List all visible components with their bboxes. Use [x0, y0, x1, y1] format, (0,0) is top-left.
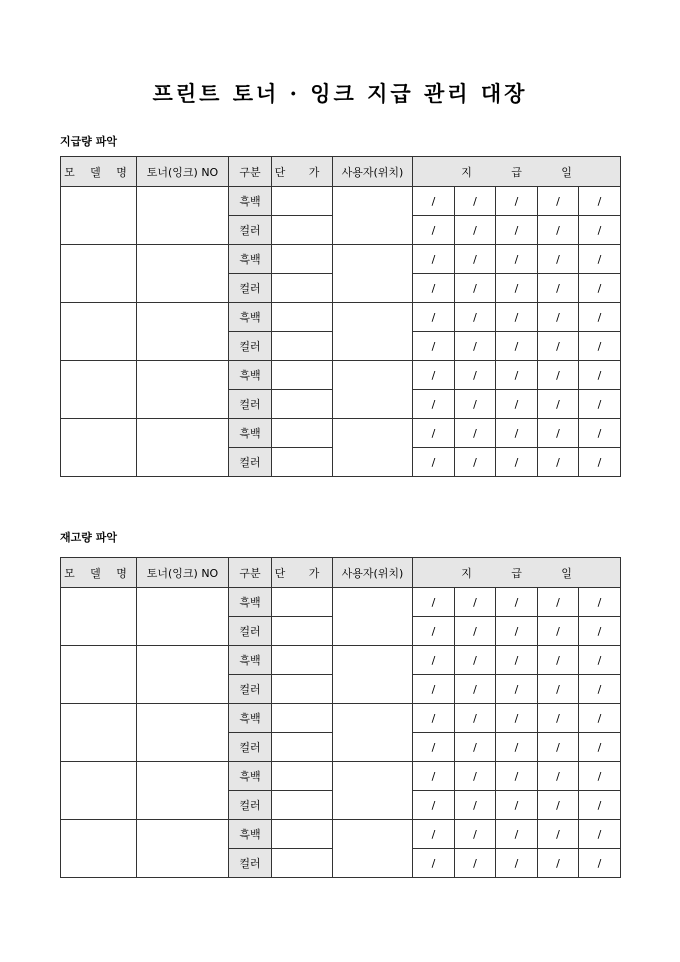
- unit-price-header: 단 가: [272, 157, 333, 187]
- category-cell: 흑백: [229, 187, 272, 216]
- issue-date-cell[interactable]: /: [455, 733, 496, 762]
- issue-date-cell[interactable]: /: [496, 361, 538, 390]
- issue-date-cell[interactable]: /: [538, 675, 579, 704]
- issue-date-cell[interactable]: /: [413, 733, 455, 762]
- table-row: [61, 820, 621, 849]
- issue-date-cell[interactable]: /: [579, 646, 621, 675]
- issue-date-cell[interactable]: /: [413, 361, 455, 390]
- unit-price-cell[interactable]: [272, 588, 333, 617]
- unit-price-cell[interactable]: [272, 791, 333, 820]
- issue-date-cell[interactable]: /: [455, 216, 496, 245]
- unit-price-cell[interactable]: [272, 762, 333, 791]
- user-location-header: 사용자(위치): [333, 157, 413, 187]
- issue-date-cell[interactable]: /: [538, 361, 579, 390]
- issue-date-cell[interactable]: /: [538, 303, 579, 332]
- model-cell[interactable]: [61, 361, 137, 419]
- issue-date-header-char: 일: [561, 165, 572, 179]
- issue-date-cell[interactable]: /: [496, 733, 538, 762]
- issue-date-cell[interactable]: /: [455, 245, 496, 274]
- unit-price-header: 단 가: [272, 558, 333, 588]
- stock-ledger-table: [60, 557, 621, 878]
- table-row: [61, 704, 621, 733]
- table-row: [61, 361, 621, 390]
- unit-price-cell[interactable]: [272, 187, 333, 216]
- category-cell: 흑백: [229, 419, 272, 448]
- issue-date-cell[interactable]: /: [413, 617, 455, 646]
- issue-date-cell[interactable]: /: [496, 448, 538, 477]
- issue-date-header-char: 지: [461, 566, 472, 580]
- issue-date-cell[interactable]: /: [455, 791, 496, 820]
- toner-no-header: 토너(잉크) NO: [137, 558, 229, 588]
- issue-date-cell[interactable]: /: [413, 849, 455, 878]
- category-cell: 흑백: [229, 646, 272, 675]
- issue-date-cell[interactable]: /: [579, 820, 621, 849]
- issue-date-cell[interactable]: /: [579, 390, 621, 419]
- unit-price-cell[interactable]: [272, 245, 333, 274]
- issue-date-cell[interactable]: /: [579, 617, 621, 646]
- issue-date-cell[interactable]: /: [579, 733, 621, 762]
- unit-price-cell[interactable]: [272, 448, 333, 477]
- issue-date-cell[interactable]: /: [579, 303, 621, 332]
- toner-no-header: 토너(잉크) NO: [137, 157, 229, 187]
- issue-date-cell[interactable]: /: [538, 646, 579, 675]
- section-label-stock: 재고량 파악: [60, 531, 117, 544]
- category-cell: 흑백: [229, 762, 272, 791]
- issue-date-cell[interactable]: /: [496, 617, 538, 646]
- category-cell: 흑백: [229, 820, 272, 849]
- table-row: [61, 303, 621, 332]
- toner-no-cell[interactable]: [137, 187, 229, 245]
- model-cell[interactable]: [61, 245, 137, 303]
- toner-no-cell[interactable]: [137, 588, 229, 646]
- issue-date-cell[interactable]: /: [538, 419, 579, 448]
- unit-price-cell[interactable]: [272, 303, 333, 332]
- unit-price-cell[interactable]: [272, 849, 333, 878]
- issue-date-cell[interactable]: /: [413, 762, 455, 791]
- issue-date-cell[interactable]: /: [579, 332, 621, 361]
- issue-date-cell[interactable]: /: [413, 588, 455, 617]
- issue-date-cell[interactable]: /: [496, 588, 538, 617]
- category-cell: 흑백: [229, 704, 272, 733]
- category-cell: 컬러: [229, 332, 272, 361]
- issue-date-cell[interactable]: /: [579, 675, 621, 704]
- issue-date-cell[interactable]: /: [413, 791, 455, 820]
- user-location-cell[interactable]: [333, 361, 413, 419]
- issue-date-header: [413, 558, 621, 588]
- toner-no-cell[interactable]: [137, 762, 229, 820]
- user-location-cell[interactable]: [333, 646, 413, 704]
- unit-price-cell[interactable]: [272, 390, 333, 419]
- category-header: 구분: [229, 558, 272, 588]
- unit-price-cell[interactable]: [272, 820, 333, 849]
- issue-date-cell[interactable]: /: [413, 704, 455, 733]
- issue-date-cell[interactable]: /: [413, 303, 455, 332]
- issue-date-cell[interactable]: /: [579, 762, 621, 791]
- user-location-cell[interactable]: [333, 704, 413, 762]
- issue-date-cell[interactable]: /: [455, 303, 496, 332]
- category-cell: 컬러: [229, 791, 272, 820]
- category-cell: 컬러: [229, 675, 272, 704]
- user-location-cell[interactable]: [333, 762, 413, 820]
- model-cell[interactable]: [61, 820, 137, 878]
- issue-date-cell[interactable]: /: [579, 361, 621, 390]
- issue-date-cell[interactable]: /: [496, 849, 538, 878]
- issue-date-cell[interactable]: /: [579, 274, 621, 303]
- issue-date-cell[interactable]: /: [455, 704, 496, 733]
- unit-price-cell[interactable]: [272, 332, 333, 361]
- issue-date-cell[interactable]: /: [496, 187, 538, 216]
- issue-date-cell[interactable]: /: [496, 646, 538, 675]
- header-row: [61, 558, 621, 588]
- issue-date-cell[interactable]: /: [496, 704, 538, 733]
- issue-date-cell[interactable]: /: [538, 704, 579, 733]
- category-header: 구분: [229, 157, 272, 187]
- issue-date-cell[interactable]: /: [455, 361, 496, 390]
- category-cell: 컬러: [229, 390, 272, 419]
- category-cell: 흑백: [229, 588, 272, 617]
- table-row: [61, 187, 621, 216]
- issue-date-cell[interactable]: /: [496, 820, 538, 849]
- issue-date-header-char: 급: [511, 566, 522, 580]
- model-header: 모 델 명: [61, 157, 137, 187]
- model-cell[interactable]: [61, 762, 137, 820]
- issue-date-cell[interactable]: /: [538, 588, 579, 617]
- section-label-supply: 지급량 파악: [60, 135, 117, 148]
- issue-date-header: [413, 157, 621, 187]
- table-row: [61, 646, 621, 675]
- unit-price-cell[interactable]: [272, 361, 333, 390]
- unit-price-cell[interactable]: [272, 733, 333, 762]
- user-location-cell[interactable]: [333, 588, 413, 646]
- issue-date-cell[interactable]: /: [538, 849, 579, 878]
- model-cell[interactable]: [61, 646, 137, 704]
- issue-date-cell[interactable]: /: [538, 791, 579, 820]
- category-cell: 흑백: [229, 361, 272, 390]
- table-row: [61, 245, 621, 274]
- category-cell: 컬러: [229, 448, 272, 477]
- issue-date-cell[interactable]: /: [538, 274, 579, 303]
- issue-date-cell[interactable]: /: [579, 791, 621, 820]
- issue-date-cell[interactable]: /: [496, 419, 538, 448]
- issue-date-cell[interactable]: /: [496, 274, 538, 303]
- unit-price-cell[interactable]: [272, 646, 333, 675]
- issue-date-cell[interactable]: /: [413, 274, 455, 303]
- toner-no-cell[interactable]: [137, 361, 229, 419]
- unit-price-cell[interactable]: [272, 216, 333, 245]
- unit-price-cell[interactable]: [272, 704, 333, 733]
- model-cell[interactable]: [61, 704, 137, 762]
- model-cell[interactable]: [61, 588, 137, 646]
- category-cell: 컬러: [229, 216, 272, 245]
- issue-date-cell[interactable]: /: [413, 675, 455, 704]
- table-row: [61, 762, 621, 791]
- issue-date-cell[interactable]: /: [579, 216, 621, 245]
- issue-date-cell[interactable]: /: [455, 448, 496, 477]
- issue-date-header-char: 일: [561, 566, 572, 580]
- unit-price-cell[interactable]: [272, 419, 333, 448]
- issue-date-cell[interactable]: /: [538, 332, 579, 361]
- toner-no-cell[interactable]: [137, 646, 229, 704]
- issue-date-cell[interactable]: /: [538, 762, 579, 791]
- issue-date-cell[interactable]: /: [455, 617, 496, 646]
- issue-date-cell[interactable]: /: [455, 274, 496, 303]
- supply-ledger-table: [60, 156, 621, 477]
- issue-date-cell[interactable]: /: [538, 245, 579, 274]
- issue-date-cell[interactable]: /: [413, 216, 455, 245]
- issue-date-cell[interactable]: /: [579, 187, 621, 216]
- issue-date-cell[interactable]: /: [455, 419, 496, 448]
- category-cell: 컬러: [229, 733, 272, 762]
- user-location-cell[interactable]: [333, 245, 413, 303]
- issue-date-cell[interactable]: /: [538, 617, 579, 646]
- model-cell[interactable]: [61, 303, 137, 361]
- user-location-cell[interactable]: [333, 419, 413, 477]
- issue-date-cell[interactable]: /: [496, 675, 538, 704]
- issue-date-cell[interactable]: /: [538, 390, 579, 419]
- toner-no-cell[interactable]: [137, 704, 229, 762]
- issue-date-cell[interactable]: /: [496, 216, 538, 245]
- category-cell: 컬러: [229, 849, 272, 878]
- user-location-cell[interactable]: [333, 187, 413, 245]
- issue-date-cell[interactable]: /: [496, 762, 538, 791]
- toner-no-cell[interactable]: [137, 303, 229, 361]
- header-row: [61, 157, 621, 187]
- table-row: [61, 419, 621, 448]
- issue-date-cell[interactable]: /: [455, 646, 496, 675]
- issue-date-cell[interactable]: /: [413, 820, 455, 849]
- issue-date-cell[interactable]: /: [496, 303, 538, 332]
- toner-no-cell[interactable]: [137, 245, 229, 303]
- issue-date-cell[interactable]: /: [455, 588, 496, 617]
- model-header: 모 델 명: [61, 558, 137, 588]
- category-cell: 컬러: [229, 274, 272, 303]
- issue-date-cell[interactable]: /: [455, 849, 496, 878]
- issue-date-cell[interactable]: /: [538, 187, 579, 216]
- issue-date-cell[interactable]: /: [496, 332, 538, 361]
- toner-no-cell[interactable]: [137, 820, 229, 878]
- issue-date-cell[interactable]: /: [455, 390, 496, 419]
- issue-date-cell[interactable]: /: [538, 216, 579, 245]
- issue-date-cell[interactable]: /: [413, 419, 455, 448]
- issue-date-cell[interactable]: /: [413, 646, 455, 675]
- issue-date-cell[interactable]: /: [455, 675, 496, 704]
- issue-date-cell[interactable]: /: [496, 245, 538, 274]
- user-location-cell[interactable]: [333, 303, 413, 361]
- model-cell[interactable]: [61, 187, 137, 245]
- model-cell[interactable]: [61, 419, 137, 477]
- issue-date-cell[interactable]: /: [579, 588, 621, 617]
- unit-price-cell[interactable]: [272, 274, 333, 303]
- toner-no-cell[interactable]: [137, 419, 229, 477]
- user-location-cell[interactable]: [333, 820, 413, 878]
- issue-date-cell[interactable]: /: [538, 733, 579, 762]
- issue-date-cell[interactable]: /: [579, 448, 621, 477]
- issue-date-cell[interactable]: /: [413, 448, 455, 477]
- issue-date-cell[interactable]: /: [413, 245, 455, 274]
- issue-date-cell[interactable]: /: [413, 187, 455, 216]
- issue-date-cell[interactable]: /: [579, 245, 621, 274]
- table-row: [61, 588, 621, 617]
- unit-price-cell[interactable]: [272, 675, 333, 704]
- issue-date-cell[interactable]: /: [538, 820, 579, 849]
- document-title: 프린트 토너 · 잉크 지급 관리 대장: [152, 81, 528, 106]
- category-cell: 컬러: [229, 617, 272, 646]
- issue-date-cell[interactable]: /: [455, 762, 496, 791]
- issue-date-cell[interactable]: /: [538, 448, 579, 477]
- issue-date-cell[interactable]: /: [579, 704, 621, 733]
- issue-date-cell[interactable]: /: [455, 332, 496, 361]
- issue-date-cell[interactable]: /: [413, 332, 455, 361]
- issue-date-cell[interactable]: /: [413, 390, 455, 419]
- issue-date-cell[interactable]: /: [496, 390, 538, 419]
- issue-date-header-char: 급: [511, 165, 522, 179]
- issue-date-cell[interactable]: /: [496, 791, 538, 820]
- issue-date-cell[interactable]: /: [455, 820, 496, 849]
- issue-date-cell[interactable]: /: [455, 187, 496, 216]
- issue-date-cell[interactable]: /: [579, 419, 621, 448]
- issue-date-header-char: 지: [461, 165, 472, 179]
- unit-price-cell[interactable]: [272, 617, 333, 646]
- category-cell: 흑백: [229, 245, 272, 274]
- category-cell: 흑백: [229, 303, 272, 332]
- user-location-header: 사용자(위치): [333, 558, 413, 588]
- issue-date-cell[interactable]: /: [579, 849, 621, 878]
